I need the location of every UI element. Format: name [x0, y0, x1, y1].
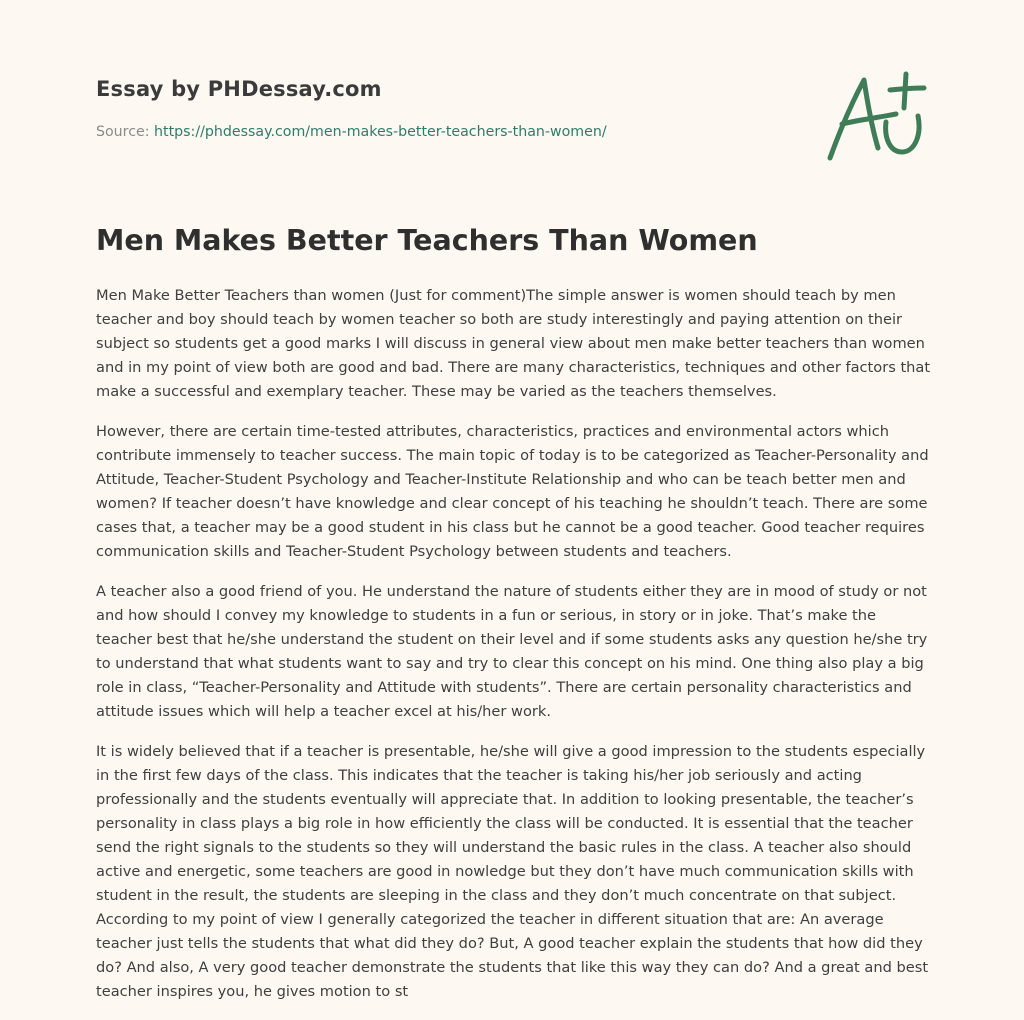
essay-paragraph: However, there are certain time-tested attributes, characteristics, practices and environmental actors which contribute immensely to teacher success. The main topic of today is to be categorized as Teacher-Personality and Attitude, Teacher-Student Psychology and Teacher-Institute Relationship and who can be teach better men and women? If teacher doesn’t have knowledge and clear concept of his teaching he shouldn’t teach. There are some cases that, a teacher may be a good student in his class but he cannot be a good teacher. Good teacher requires communication skills and Teacher-Student Psychology between students and teachers. — [96, 423, 929, 560]
a-plus-grade-icon — [820, 66, 930, 166]
essay-paragraph: It is widely believed that if a teacher is presentable, he/she will give a good impression to the students especially in the first few days of the class. This indicates that the teacher is taking his/her job seriously and acting professionally and the students eventually will appreciate that. In addition to looking presentable, the teacher’s personality in class plays a big role in how efficiently the class will be conducted. It is essential that the teacher send the right signals to the students so they will understand the basic rules in the class. A teacher also should active and energetic, some teachers are good in nowledge but they don’t have much communication skills with student in the result, the students are sleeping in the class and they don’t much concentrate on that subject. According to my point of view I generally categorized the teacher in different situation that are: An average teacher just tells the students that what did they do? But, A good teacher explain the students that how did they do? And also, A very good teacher demonstrate the students that like this way they can do? And a great and best teacher inspires you, he gives motion to st — [96, 743, 929, 1000]
source-line — [96, 124, 607, 140]
essay-body — [96, 284, 932, 1020]
source-label: Source: — [96, 124, 150, 140]
site-brand: Essay by PHDessay.com — [96, 77, 382, 101]
source-link[interactable]: https://phdessay.com/men-makes-better-teachers-than-women/ — [154, 124, 607, 140]
essay-paragraph: A teacher also a good friend of you. He understand the nature of students either they are in mood of study or not and how should I convey my knowledge to students in a fun or serious, in story or in joke. That’s make the teacher best that he/she understand the student on their level and if some students asks any question he/she try to understand that what students want to say and try to clear this concept on his mind. One thing also play a big role in class, “Teacher-Personality and Attitude with students”. There are certain personality characteristics and attitude issues which will help a teacher excel at his/her work. — [96, 583, 928, 720]
essay-title: Men Makes Better Teachers Than Women — [96, 224, 758, 257]
essay-paragraph: Men Make Better Teachers than women (Just for comment)The simple answer is women should teach by men teacher and boy should teach by women teacher so both are study interestingly and paying attention on their subject so students get a good marks I will discuss in general view about men make better teachers than women and in my point of view both are good and bad. There are many characteristics, techniques and other factors that make a successful and exemplary teacher. These may be varied as the teachers themselves. — [96, 287, 931, 400]
